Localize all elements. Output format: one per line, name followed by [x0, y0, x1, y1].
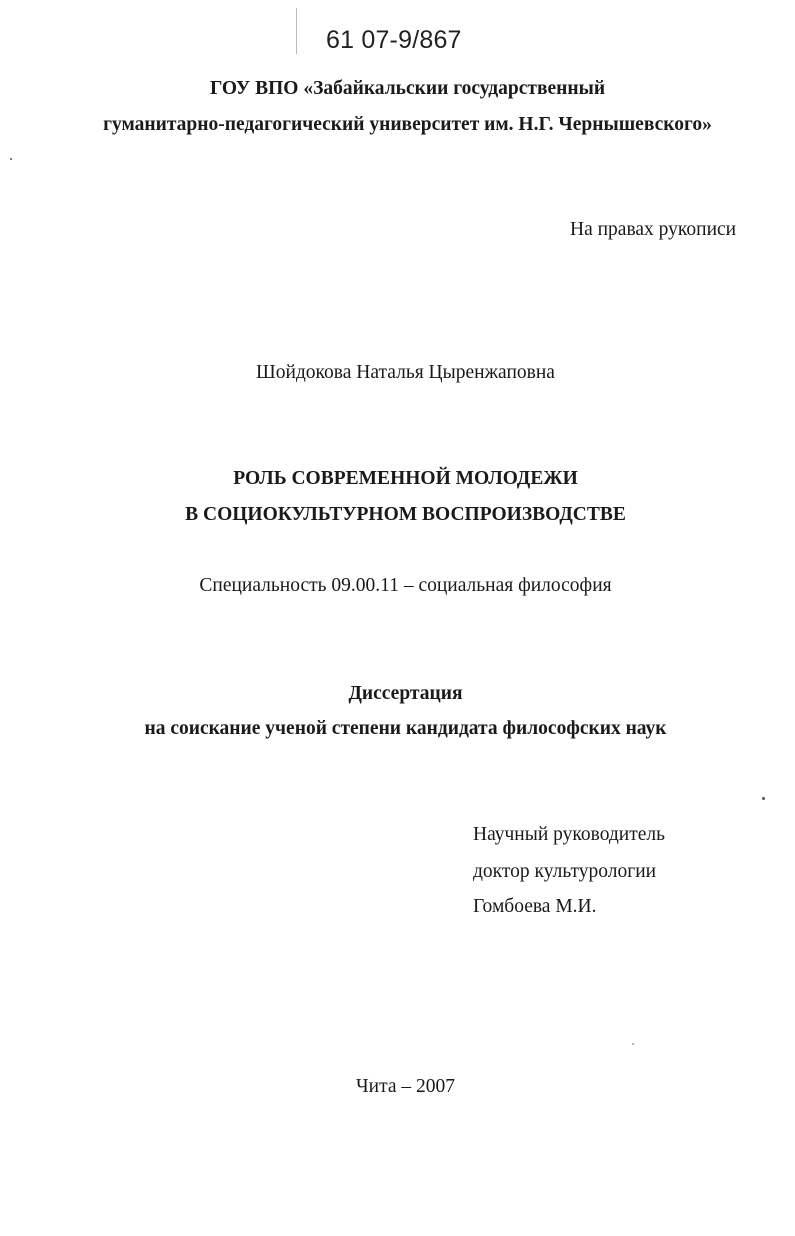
scan-artifact-line [296, 8, 297, 54]
city-year: Чита – 2007 [355, 1076, 456, 1097]
institution-line-1: ГОУ ВПО «Забайкальскии государственный [209, 78, 606, 99]
manuscript-rights-note: На правах рукописи [570, 219, 737, 240]
dissertation-title-line-2: В СОЦИОКУЛЬТУРНОМ ВОСПРОИЗВОДСТВЕ [185, 504, 626, 525]
author-name: Шойдокова Наталья Цыренжаповна [256, 362, 555, 383]
dissertation-title-line-1: РОЛЬ СОВРЕМЕННОЙ МОЛОДЕЖИ [233, 468, 578, 489]
supervisor-name: Гомбоева М.И. [473, 896, 597, 917]
dissertation-label: Диссертация [348, 683, 463, 704]
supervisor-role: Научный руководитель [473, 824, 666, 845]
scan-artifact-dot [10, 158, 12, 160]
specialty: Специальность 09.00.11 – социальная философия [199, 575, 612, 596]
scan-artifact-dot [632, 1043, 634, 1045]
degree-statement: на соискание ученой степени кандидата философских наук [144, 718, 667, 739]
archive-stamp-number: 61 07-9/867 [326, 26, 462, 54]
institution-line-2: гуманитарно-педагогический университет им. Н.Г. Чернышевского» [103, 114, 712, 135]
scan-artifact-dot [762, 797, 765, 800]
supervisor-degree: доктор культурологии [473, 861, 657, 882]
